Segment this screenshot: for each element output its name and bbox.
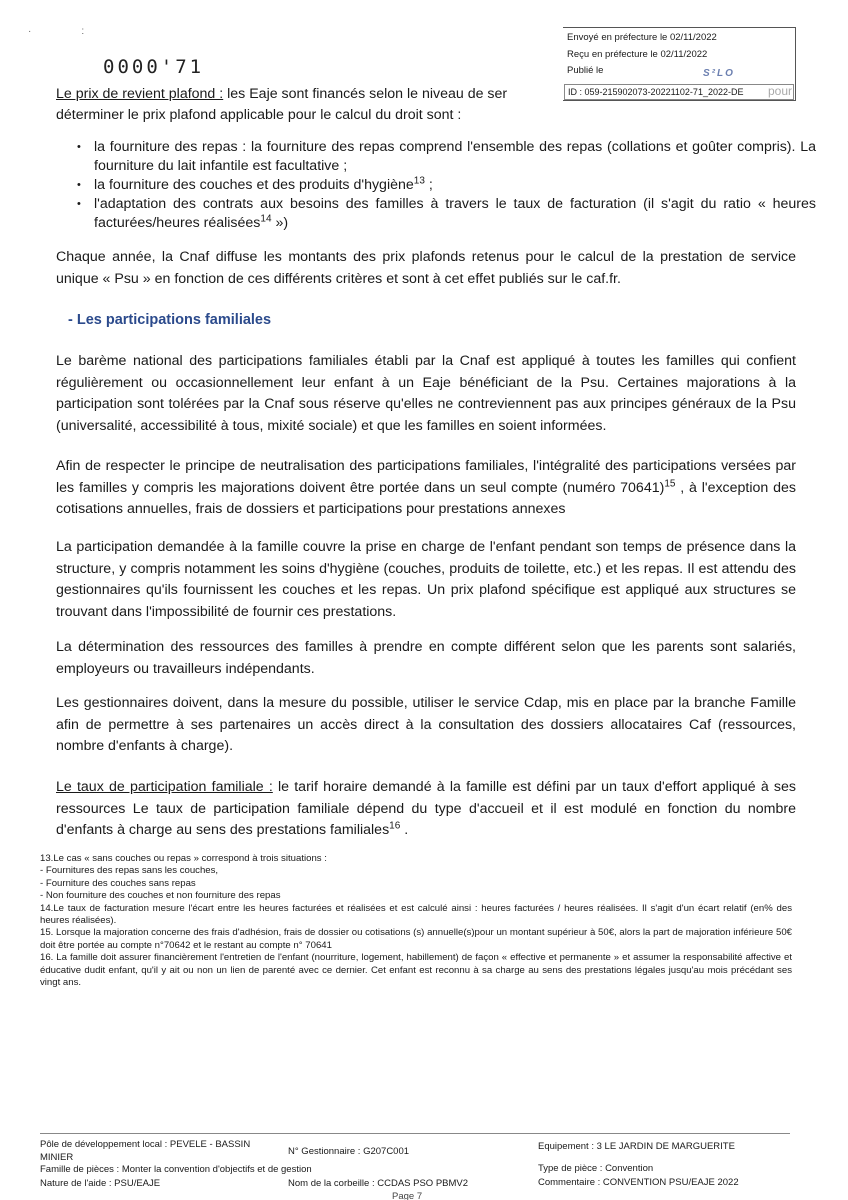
footnote: 14.Le taux de facturation mesure l'écart entre les heures facturées et réalisées et est calculé ainsi : heures facturées / heures réalisées. Il s'agit d'un écart relatif (en% des heures réalisées). — [40, 902, 792, 927]
footnotes — [40, 853, 792, 989]
section-label-prix-plafond: Le prix de revient plafond : — [56, 86, 224, 102]
footnote: 13.Le cas « sans couches ou repas » correspond à trois situations : — [40, 853, 327, 864]
footer-commentaire: Commentaire : CONVENTION PSU/EAJE 2022 — [538, 1177, 739, 1188]
stamp-logo: S²LO — [703, 68, 735, 79]
stamp-sent: Envoyé en préfecture le 02/11/2022 — [567, 32, 717, 43]
footnote-ref: 16 — [389, 820, 401, 832]
footer-famille: Famille de pièces : Monter la convention d'objectifs et de gestion — [40, 1164, 312, 1175]
footnote-ref: 15 — [664, 477, 676, 489]
footer-pole: Pôle de développement local : PEVELE - BASSIN MINIER — [40, 1139, 251, 1163]
list-item — [94, 138, 816, 176]
footer-type-piece: Type de pièce : Convention — [538, 1163, 654, 1174]
page-number: Page 7 — [392, 1191, 423, 1200]
paragraph-neutralisation — [56, 456, 796, 521]
paragraph-ressources: La détermination des ressources des familles à prendre en compte différent selon que les parents sont salariés, employeurs ou travailleurs indépendants. — [56, 639, 796, 677]
footnote: - Fournitures des repas sans les couches, — [40, 865, 219, 877]
stamp-id: ID : 059-215902073-20221102-71_2022-DE — [564, 84, 794, 100]
scan-marks: · : — [28, 26, 85, 37]
paragraph-cnaf: Chaque année, la Cnaf diffuse les montants des prix plafonds retenus pour le calcul de la prestation de service unique « Psu » en fonction de ces différents critères et sont à cet effet publiés sur le caf.fr. — [56, 249, 796, 287]
paragraph-prix-plafond-line2: déterminer le prix plafond applicable pour le calcul du droit sont : — [56, 107, 462, 123]
list-item-text: l'adaptation des contrats aux besoins des familles à travers le taux de facturation (il s'agit du ratio « heures facturées/heures réalisées — [94, 196, 816, 231]
footnote-ref: 13 — [413, 175, 425, 187]
list-item-text: ; — [424, 177, 433, 193]
paragraph-text: le tarif horaire demandé à la famille est défini par un taux d'effort appliqué à ses ressources Le taux de participation familiale dépend du type d'accueil et il est modulé en fonction du nombre d'enfants à charge au sens des prestations familiales — [56, 779, 797, 838]
paragraph-text: , à l'exception des cotisations annuelles, frais de dossiers et participations pour prestations annexes — [56, 479, 796, 517]
paragraph-cdap: Les gestionnaires doivent, dans la mesure du possible, utiliser le service Cdap, mis en place par la branche Famille afin de permettre à ses partenaires un accès direct à la consultation des dossiers allocataires Caf (ressources, nombre d'enfants à charge). — [56, 695, 796, 754]
paragraph-text: Afin de respecter le principe de neutralisation des participations familiales, l'intégralité des participations versées par les familles y compris les majorations doivent être portée dans un seul compte (numéro 70641) — [56, 458, 796, 496]
page-code: 0000'71 — [103, 56, 205, 78]
footnote: 16. La famille doit assurer financièrement l'entretien de l'enfant (nourriture, logement, habillement) de façon « effective et permanente » et assumer la responsabilité affective et éducative dudit enfant, qu'il y ait ou non un lien de parenté avec ce dernier. Cet enfant est reconnu à sa charge au sens des prestations légales jusqu'au mois précédant ses vingt ans. — [40, 952, 792, 989]
list-item — [94, 195, 816, 233]
footer-nature: Nature de l'aide : PSU/EAJE — [40, 1178, 161, 1189]
paragraph-participation: La participation demandée à la famille couvre la prise en charge de l'enfant pendant son temps de présence dans la structure, y compris notamment les soins d'hygiène (couches, produits de toilette, etc.) et les repas. Il est attendu des gestionnaires qu'ils fournissent les couches et les repas. Un prix plafond spécifique est appliqué aux structures se trouvant dans l'impossibilité de fournir ces prestations. — [56, 539, 796, 620]
footer-corbeille: Nom de la corbeille : CCDAS PSO PBMV2 — [288, 1178, 469, 1189]
list-item-text: ») — [271, 215, 289, 231]
paragraph-text: les Eaje sont financés selon le niveau de ser — [223, 86, 508, 102]
paragraph-taux-participation — [56, 777, 796, 842]
list-item-text: la fourniture des couches et des produits d'hygiène — [94, 177, 414, 193]
paragraph-text: . — [400, 822, 409, 838]
criteria-list — [72, 138, 816, 233]
stamp-received: Reçu en préfecture le 02/11/2022 — [567, 48, 708, 60]
footer-equipement: Equipement : 3 LE JARDIN DE MARGUERITE — [538, 1141, 735, 1152]
prefecture-stamp — [563, 27, 796, 101]
footer-gestionnaire: N° Gestionnaire : G207C001 — [288, 1146, 410, 1157]
section-heading: - Les participations familiales — [68, 312, 272, 328]
footnote: - Fourniture des couches sans repas — [40, 877, 196, 889]
footnote-ref: 14 — [260, 213, 272, 225]
clipped-word: pour — [768, 84, 793, 98]
footer-divider — [40, 1133, 790, 1134]
paragraph-bareme: Le barème national des participations familiales établi par la Cnaf est appliqué à toutes les familles qui confient régulièrement ou occasionnellement leur enfant à un Eaje bénéficiant de la Psu. Certaines majorations à la participation sont tolérées par la Cnaf sous réserve qu'elles ne contreviennent pas aux principes généraux de la Psu (universalité, accessibilité à tous, mixité sociale) et que les familles en soient informées. — [56, 353, 796, 434]
list-item — [94, 176, 816, 195]
section-label-taux: Le taux de participation familiale : — [56, 779, 273, 795]
footnote: 15. Lorsque la majoration concerne des frais d'adhésion, frais de dossier ou cotisations (s) annuelle(s)pour un montant supérieur à 50€, alors la part de majoration inférieure 50€ doit être portée au compte n°70642 et le restant au compte n° 70641 — [40, 927, 792, 951]
stamp-published: Publié le — [567, 65, 604, 76]
footnote: - Non fourniture des couches et non fourniture des repas — [40, 890, 281, 902]
list-item-text: la fourniture des repas : la fourniture des repas comprend l'ensemble des repas (collations et goûter compris). La fourniture du lait infantile est facultative ; — [94, 139, 816, 174]
paragraph-prix-plafond — [56, 84, 561, 106]
